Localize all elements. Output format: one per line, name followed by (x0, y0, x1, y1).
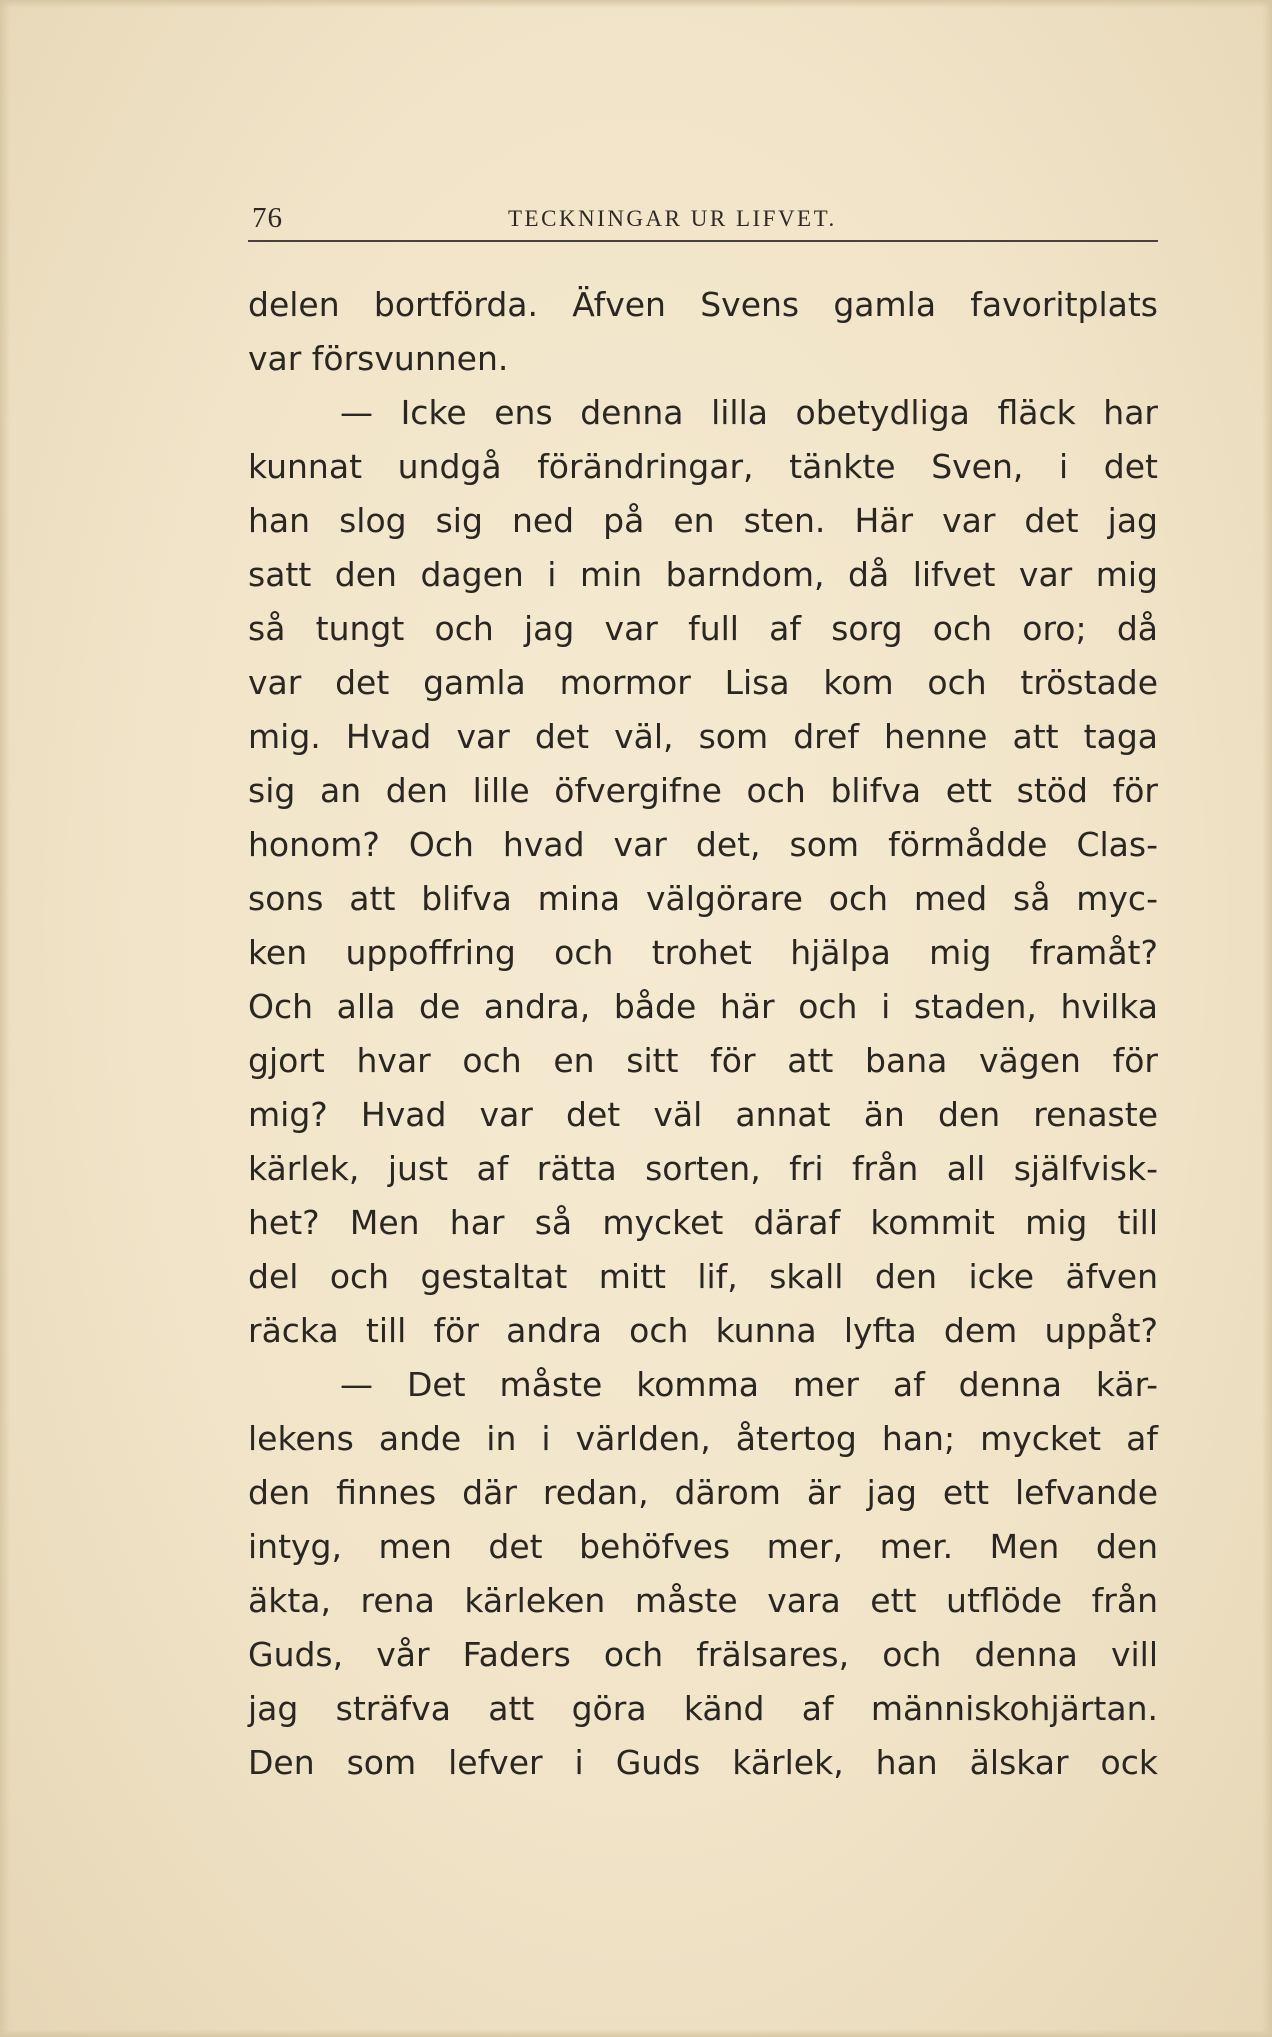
text-line: honom? Och hvad var det, som förmådde Clas- (248, 825, 1158, 864)
running-title: TECKNINGAR UR LIFVET. (508, 206, 837, 231)
text-line: het? Men har så mycket däraf kommit mig till (248, 1203, 1158, 1242)
text-line: var försvunnen. (248, 339, 509, 378)
text-line: del och gestaltat mitt lif, skall den icke äfven (248, 1257, 1158, 1296)
text-line: mig? Hvad var det väl annat än den renaste (248, 1095, 1158, 1134)
page-edge-shadow-top (0, 0, 1272, 8)
text-line: satt den dagen i min barndom, då lifvet var mig (248, 555, 1158, 594)
text-line: den finnes där redan, därom är jag ett lefvande (248, 1473, 1158, 1512)
text-line: Den som lefver i Guds kärlek, han älskar ock (248, 1743, 1158, 1782)
page-number: 76 (252, 202, 283, 234)
body-text (248, 278, 1158, 1790)
text-line: så tungt och jag var full af sorg och oro; då (248, 609, 1158, 648)
header-rule (248, 240, 1158, 242)
text-line: han slog sig ned på en sten. Här var det jag (248, 501, 1158, 540)
text-line: Och alla de andra, både här och i staden, hvilka (248, 987, 1158, 1026)
running-head (248, 194, 1156, 244)
text-line: — Icke ens denna lilla obetydliga fläck har (340, 393, 1158, 432)
page-edge-shadow-bottom (0, 2029, 1272, 2037)
text-line: Guds, vår Faders och frälsares, och denna vill (248, 1635, 1158, 1674)
text-line: kunnat undgå förändringar, tänkte Sven, i det (248, 447, 1158, 486)
page-edge-shadow-right (1262, 0, 1272, 2037)
text-line: räcka till för andra och kunna lyfta dem uppåt? (248, 1311, 1158, 1350)
text-line: äkta, rena kärleken måste vara ett utflöde från (248, 1581, 1158, 1620)
text-line: delen bortförda. Äfven Svens gamla favoritplats (248, 285, 1158, 324)
text-line: mig. Hvad var det väl, som dref henne att taga (248, 717, 1158, 756)
text-line: intyg, men det behöfves mer, mer. Men den (248, 1527, 1158, 1566)
page-edge-shadow-left (0, 0, 10, 2037)
text-line: ken uppoffring och trohet hjälpa mig framåt? (248, 933, 1158, 972)
text-line: kärlek, just af rätta sorten, fri från all själfvisk- (248, 1149, 1158, 1188)
text-line: — Det måste komma mer af denna kär- (340, 1365, 1158, 1404)
text-line: jag sträfva att göra känd af människohjärtan. (248, 1689, 1158, 1728)
text-line: lekens ande in i världen, återtog han; mycket af (248, 1419, 1158, 1458)
text-line: sig an den lille öfvergifne och blifva ett stöd för (248, 771, 1158, 810)
text-line: gjort hvar och en sitt för att bana vägen för (248, 1041, 1158, 1080)
text-line: sons att blifva mina välgörare och med så myc- (248, 879, 1158, 918)
text-line: var det gamla mormor Lisa kom och tröstade (248, 663, 1158, 702)
